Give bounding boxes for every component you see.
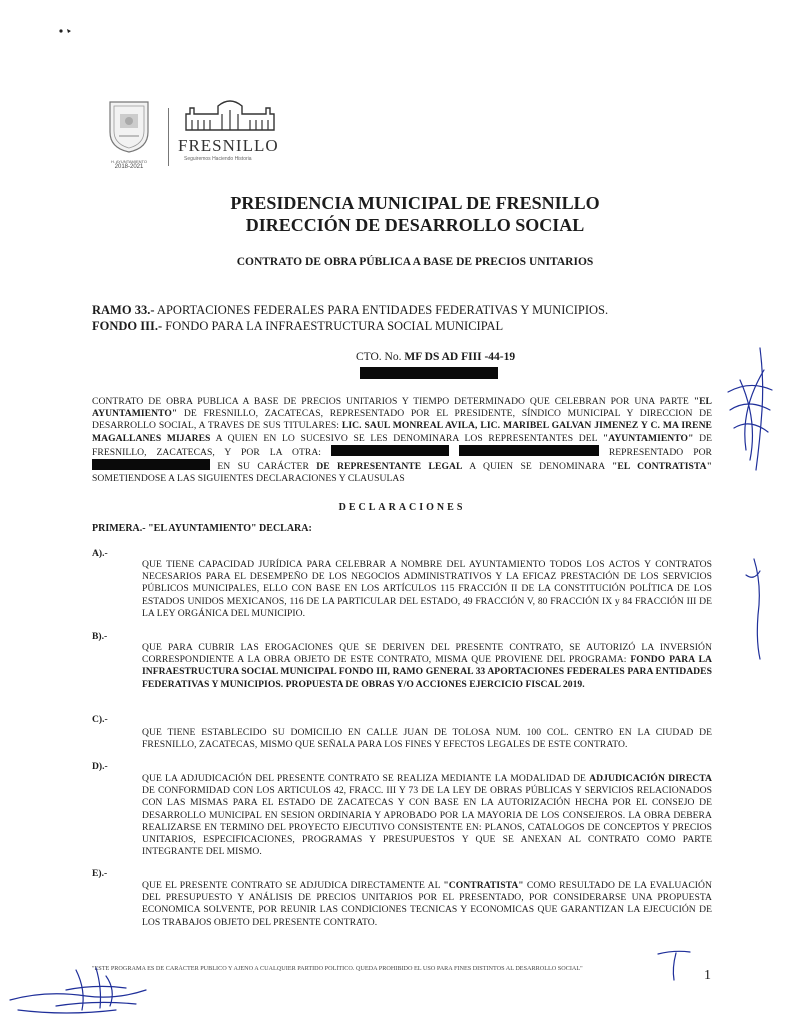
intro-text: A QUIEN EN LO SUCESIVO SE LES DENOMINARA LOS REPRESENTANTES DEL (210, 432, 603, 444)
intro-text: A QUIEN SE DENOMINARA (462, 461, 613, 473)
ramo-label: RAMO 33.- (92, 303, 155, 317)
redaction-block (92, 459, 210, 470)
seal-caption: H. AYUNTAMIENTO (110, 159, 147, 164)
contract-number-value: MF DS AD FIII -44-19 (404, 351, 516, 363)
intro-bold: DE REPRESENTANTE LEGAL (316, 461, 463, 473)
item-e-label: E).- (92, 868, 108, 879)
item-e-bold: "CONTRATISTA" (443, 880, 524, 891)
page-number: 1 (704, 968, 711, 983)
item-c-label: C).- (92, 714, 108, 725)
contract-number-label: CTO. No. (356, 351, 405, 363)
intro-text: CONTRATO DE OBRA PUBLICA A BASE DE PRECIOS UNITARIOS Y TIEMPO DETERMINADO QUE CELEBRAN POR UNA PARTE (92, 396, 694, 407)
item-e-text: QUE EL PRESENTE CONTRATO SE ADJUDICA DIRECTAMENTE AL (142, 880, 444, 891)
footer-notice: "ESTE PROGRAMA ES DE CARÁCTER PUBLICO Y AJENO A CUALQUIER PARTIDO POLÍTICO. QUEDA PROHIBIDO EL USO PARA FINES DISTINTOS AL DESARROLLO SOCIAL" (92, 965, 583, 972)
fondo-label: FONDO III.- (92, 319, 163, 333)
item-b-text: QUE PARA CUBRIR LAS EROGACIONES QUE SE DERIVEN DEL PRESENTE CONTRATO, SE AUTORIZÓ LA INVERSIÓN CORRESPONDIENTE A LA OBRA OBJETO DE ESTE CONTRATO, MISMA QUE PROVIENE DEL PROGRAMA: (142, 642, 712, 666)
item-d-text: QUE LA ADJUDICACIÓN DEL PRESENTE CONTRATO SE REALIZA MEDIANTE LA MODALIDAD DE (142, 773, 590, 784)
municipal-seal (104, 98, 154, 168)
item-e-text: COMO RESULTADO DE LA EVALUACIÓN DEL PRESUPUESTO Y ANÁLISIS DE PRECIOS UNITARIOS POR EL PRESENTADO, POR CONSIDERARSE UNA PROPUESTA ECONOMICA SOLVENTE, POR REUNIR LAS CONDICIONES TECNICAS Y ECONOMICAS QUE GARANTIZAN LA EJECUCIÓN DE LOS TRABAJOS OBJETO DEL PRESENTE CONTRATO. (142, 880, 713, 928)
fondo-text: FONDO PARA LA INFRAESTRUCTURA SOCIAL MUNICIPAL (162, 319, 504, 333)
page-title: PRESIDENCIA MUNICIPAL DE FRESNILLO (230, 193, 600, 213)
intro-bold: LIC. SAUL MONREAL AVILA, LIC. MARIBEL GALVAN JIMENEZ Y C. MA IRENE MAGALLANES MIJARES (92, 420, 712, 444)
item-d-paragraph (142, 773, 712, 858)
signature-right-top (720, 340, 780, 480)
redaction-block (360, 367, 498, 379)
item-c-text: QUE TIENE ESTABLECIDO SU DOMICILIO EN CALLE JUAN DE TOLOSA NUM. 100 COL. CENTRO EN LA CIUDAD DE FRESNILLO, ZACATECAS, MISMO QUE SEÑALA PARA LOS FINES Y EFECTOS LEGALES DE ESTE CONTRATO. (142, 727, 712, 751)
item-d-text: DE CONFORMIDAD CON LOS ARTICULOS 42, FRACC. III Y 73 DE LA LEY DE OBRAS PÚBLICAS Y SERVICIOS RELACIONADOS CON LAS MISMAS PARA EL ESTADO DE ZACATECAS Y CON BASE EN LA AUTORIZACIÓN HECHA POR EL CONSEJO DE DESARROLLO MUNICIPAL EN SESION ORDINARIA Y APROBADO POR LA MAYORIA DE LOS CONSEJEROS. LA OBRA DEBERA REALIZARSE EN TERMINO DEL PROYECTO EJECUTIVO CONSISTENTE EN: PLANOS, CATALOGOS DE CONCEPTOS Y PRECIOS UNITARIOS, ESPECIFICACIONES, PROGRAMAS Y PRESUPUESTOS Y QUE SE ANEXAN AL CONTRATO COMO PARTE INTEGRANTE DEL MISMO. (142, 785, 712, 858)
item-d-bold: ADJUDICACIÓN DIRECTA (589, 773, 712, 784)
logo-text: FRESNILLO (178, 136, 279, 155)
item-b-bold: FONDO PARA LA INFRAESTRUCTURA SOCIAL MUNICIPAL FONDO III, RAMO GENERAL 33 APORTACIONES FEDERALES PARA ENTIDADES FEDERATIVAS Y MUNICIPIOS. PROPUESTA DE OBRAS Y/O ACCIONES EJERCICIO FISCAL 2019. (142, 654, 712, 690)
contract-type-heading: CONTRATO DE OBRA PÚBLICA A BASE DE PRECIOS UNITARIOS (236, 256, 594, 268)
fresnillo-logo (178, 98, 288, 162)
page-subtitle: DIRECCIÓN DE DESARROLLO SOCIAL (245, 215, 585, 235)
item-b-label: B).- (92, 631, 108, 642)
item-a-label: A).- (92, 548, 108, 559)
header-divider (168, 108, 169, 166)
ramo-text: APORTACIONES FEDERALES PARA ENTIDADES FEDERATIVAS Y MUNICIPIOS. (154, 303, 609, 317)
item-b-paragraph (142, 642, 712, 691)
ramo-line (92, 302, 712, 318)
item-a-text: QUE TIENE CAPACIDAD JURÍDICA PARA CELEBRAR A NOMBRE DEL AYUNTAMIENTO TODOS LOS ACTOS Y CONTRATOS NECESARIOS PARA EL DESEMPEÑO DE LOS NEGOCIOS ADMINISTRATIVOS Y LA EFICAZ PRESTACIÓN DE LOS SERVICIOS PÚBLICOS MUNICIPALES, ELLO CON BASE EN LOS ARTÍCULOS 115 FRACCIÓN II DE LA CONSTITUCIÓN POLÍTICA DE LOS ESTADOS UNIDOS MEXICANOS, 116 DE LA PARTICULAR DEL ESTADO, 49 FRACCIÓN V, 80 FRACCIÓN IX y 84 FRACCIÓN III DE LA LEY ORGÁNICA DEL MUNICIPIO. (142, 559, 712, 619)
primera-heading: PRIMERA.- "EL AYUNTAMIENTO" DECLARA: (92, 523, 312, 534)
scan-marks (56, 26, 80, 36)
intro-bold: "EL AYUNTAMIENTO" (92, 396, 712, 420)
initials-bottom-right (654, 948, 694, 984)
fondo-line (92, 318, 712, 334)
signature-right-mid (726, 555, 776, 665)
intro-text: DE FRESNILLO, ZACATECAS, REPRESENTADO POR EL PRESIDENTE, SÍNDICO MUNICIPAL Y DIRECCION DE DESARROLLO SOCIAL, A TRAVES DE SUS TITULARES: (92, 408, 712, 432)
redaction-block (459, 445, 599, 456)
signature-bottom-left (6, 960, 156, 1020)
intro-text: DE FRESNILLO, ZACATECAS, Y POR LA OTRA: (92, 432, 712, 458)
redaction-block (331, 445, 449, 456)
intro-text: REPRESENTADO POR (598, 446, 713, 458)
intro-text: SOMETIENDOSE A LAS SIGUIENTES DECLARACIONES Y CLAUSULAS (92, 473, 405, 485)
logo-tagline: Seguiremos Haciendo Historia (184, 156, 252, 162)
intro-bold: "EL CONTRATISTA" (612, 461, 712, 473)
intro-bold: "AYUNTAMIENTO" (602, 432, 694, 444)
intro-text: EN SU CARÁCTER (210, 461, 317, 473)
item-e-paragraph (142, 880, 712, 929)
contract-number (356, 350, 515, 364)
intro-paragraph (92, 396, 712, 485)
declaraciones-heading: DECLARACIONES (338, 502, 466, 513)
item-d-label: D).- (92, 761, 108, 772)
seal-years: 2018-2021 (114, 164, 144, 170)
